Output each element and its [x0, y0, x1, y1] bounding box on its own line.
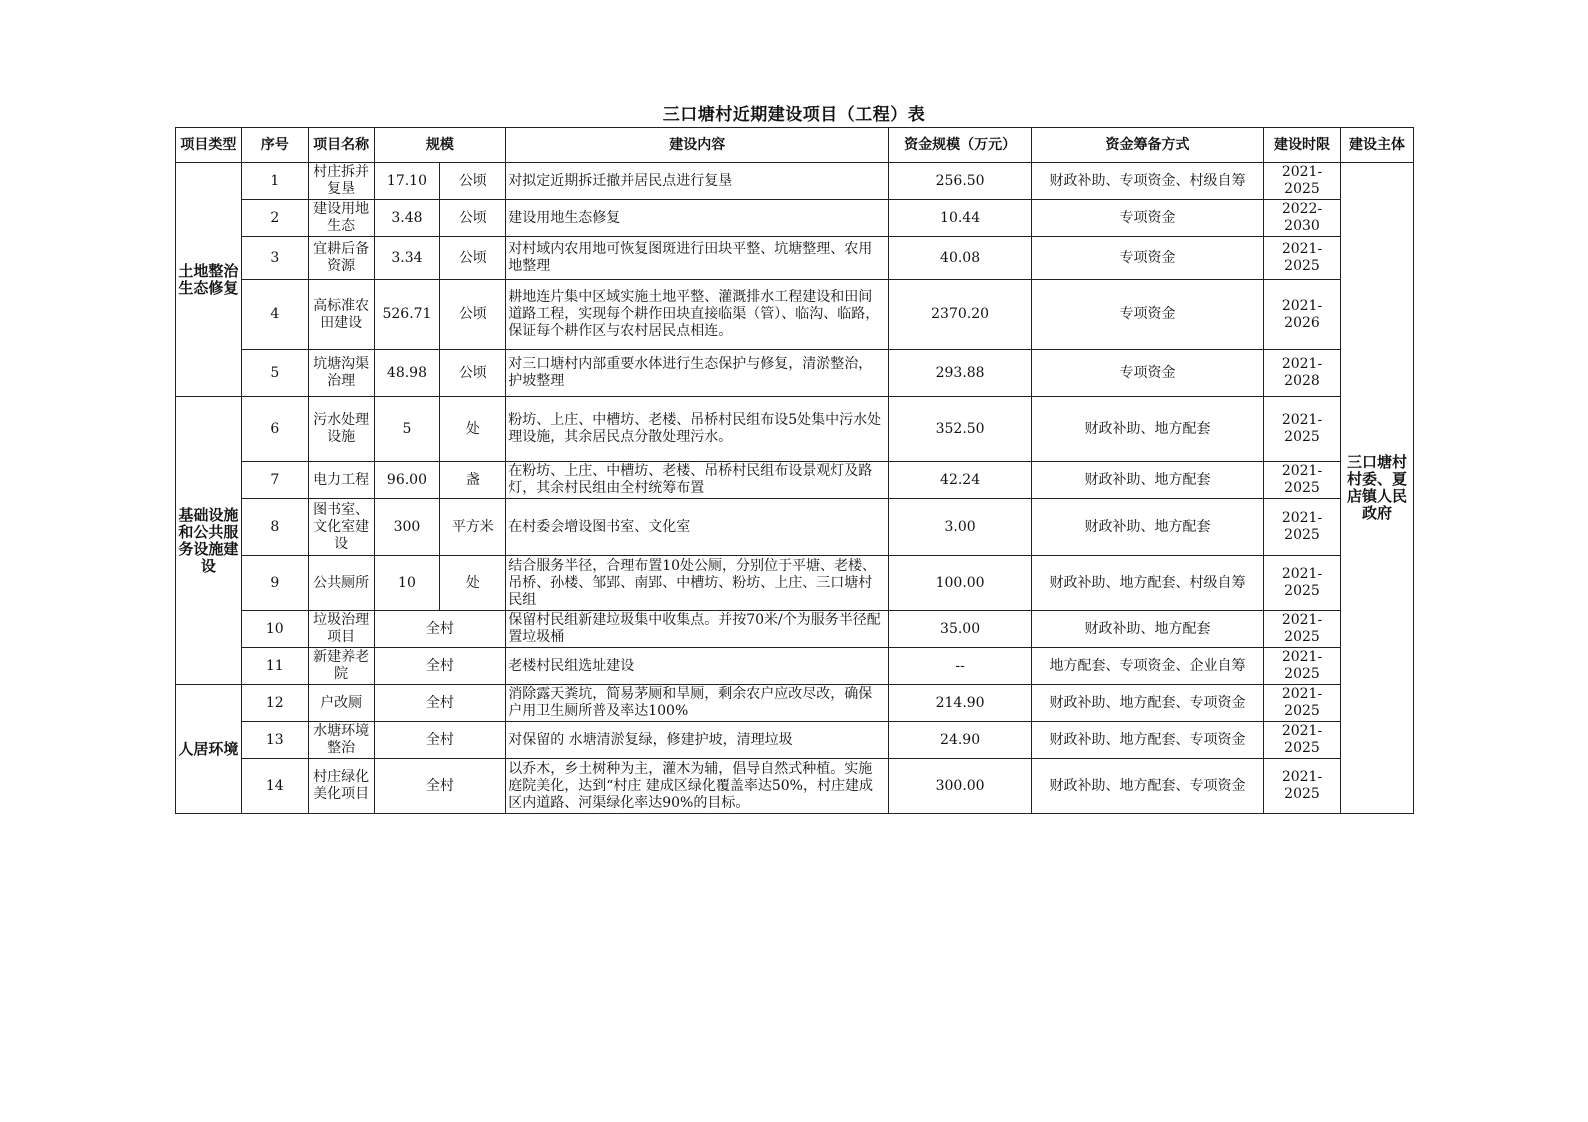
construction-content: 老楼村民组选址建设 — [506, 648, 889, 685]
scale-quantity: 3.48 — [374, 200, 440, 237]
scale-scope: 全村 — [374, 759, 506, 814]
scale-quantity: 5 — [374, 397, 440, 462]
header-period: 建设时限 — [1264, 128, 1341, 163]
row-number: 11 — [241, 648, 308, 685]
project-name: 村庄绿化美化项目 — [308, 759, 374, 814]
fund-amount: 352.50 — [889, 397, 1032, 462]
construction-period: 2021-2025 — [1264, 556, 1341, 611]
table-row — [176, 722, 1414, 759]
row-number: 5 — [241, 350, 308, 397]
construction-period: 2021-2028 — [1264, 350, 1341, 397]
fund-amount: 3.00 — [889, 499, 1032, 556]
scale-unit: 公顷 — [440, 350, 506, 397]
header-row — [176, 128, 1414, 163]
scale-scope: 全村 — [374, 722, 506, 759]
fund-amount: 24.90 — [889, 722, 1032, 759]
construction-content: 以乔木，乡土树种为主，灌木为辅，倡导自然式种植。实施庭院美化，达到“村庄 建成区绿化覆盖率达50%，村庄建成区内道路、河渠绿化率达90%的目标。 — [506, 759, 889, 814]
table-row — [176, 759, 1414, 814]
scale-scope: 全村 — [374, 648, 506, 685]
fund-source: 财政补助、地方配套 — [1032, 611, 1264, 648]
fund-source: 财政补助、地方配套 — [1032, 462, 1264, 499]
fund-amount: 10.44 — [889, 200, 1032, 237]
fund-amount: 293.88 — [889, 350, 1032, 397]
project-name: 污水处理设施 — [308, 397, 374, 462]
owner-cell: 三口塘村村委、夏店镇人民政府 — [1340, 163, 1413, 814]
scale-unit: 平方米 — [440, 499, 506, 556]
table-row — [176, 499, 1414, 556]
project-name: 村庄拆并复垦 — [308, 163, 374, 200]
table-row — [176, 648, 1414, 685]
scale-quantity: 17.10 — [374, 163, 440, 200]
row-number: 2 — [241, 200, 308, 237]
row-number: 7 — [241, 462, 308, 499]
construction-content: 消除露天粪坑，简易茅厕和旱厕，剩余农户应改尽改，确保户用卫生厕所普及率达100% — [506, 685, 889, 722]
table-row — [176, 350, 1414, 397]
scale-quantity: 300 — [374, 499, 440, 556]
row-number: 4 — [241, 280, 308, 350]
fund-source: 财政补助、地方配套 — [1032, 499, 1264, 556]
scale-unit: 公顷 — [440, 200, 506, 237]
fund-amount: 42.24 — [889, 462, 1032, 499]
table-row — [176, 200, 1414, 237]
scale-quantity: 3.34 — [374, 237, 440, 280]
construction-period: 2021-2025 — [1264, 237, 1341, 280]
project-name: 图书室、文化室建设 — [308, 499, 374, 556]
fund-source: 财政补助、地方配套、专项资金 — [1032, 722, 1264, 759]
construction-content: 结合服务半径，合理布置10处公厕，分别位于平塘、老楼、吊桥、孙楼、邹郢、南郢、中槽坊、粉坊、上庄、三口塘村民组 — [506, 556, 889, 611]
table-row — [176, 611, 1414, 648]
construction-content: 保留村民组新建垃圾集中收集点。并按70米/个为服务半径配置垃圾桶 — [506, 611, 889, 648]
scale-quantity: 10 — [374, 556, 440, 611]
construction-content: 在粉坊、上庄、中槽坊、老楼、吊桥村民组布设景观灯及路灯，其余村民组由全村统筹布置 — [506, 462, 889, 499]
construction-period: 2021-2025 — [1264, 163, 1341, 200]
construction-content: 建设用地生态修复 — [506, 200, 889, 237]
project-table — [175, 127, 1414, 814]
header-no: 序号 — [241, 128, 308, 163]
construction-period: 2021-2025 — [1264, 462, 1341, 499]
construction-content: 粉坊、上庄、中槽坊、老楼、吊桥村民组布设5处集中污水处理设施，其余居民点分散处理污水。 — [506, 397, 889, 462]
project-name: 电力工程 — [308, 462, 374, 499]
fund-source: 专项资金 — [1032, 200, 1264, 237]
project-name: 户改厕 — [308, 685, 374, 722]
row-number: 9 — [241, 556, 308, 611]
row-number: 10 — [241, 611, 308, 648]
fund-amount: 2370.20 — [889, 280, 1032, 350]
scale-quantity: 48.98 — [374, 350, 440, 397]
construction-content: 在村委会增设图书室、文化室 — [506, 499, 889, 556]
fund-amount: 300.00 — [889, 759, 1032, 814]
construction-content: 对保留的 水塘清淤复绿，修建护坡，清理垃圾 — [506, 722, 889, 759]
construction-content: 耕地连片集中区域实施土地平整、灌溉排水工程建设和田间道路工程，实现每个耕作田块直接临渠（管）、临沟、临路，保证每个耕作区与农村居民点相连。 — [506, 280, 889, 350]
row-number: 14 — [241, 759, 308, 814]
fund-amount: 40.08 — [889, 237, 1032, 280]
construction-period: 2021-2025 — [1264, 685, 1341, 722]
table-row — [176, 237, 1414, 280]
fund-source: 地方配套、专项资金、企业自筹 — [1032, 648, 1264, 685]
header-source: 资金筹备方式 — [1032, 128, 1264, 163]
construction-period: 2021-2025 — [1264, 759, 1341, 814]
category-cell: 土地整治生态修复 — [176, 163, 242, 397]
construction-period: 2022-2030 — [1264, 200, 1341, 237]
header-name: 项目名称 — [308, 128, 374, 163]
scale-unit: 公顷 — [440, 163, 506, 200]
construction-period: 2021-2025 — [1264, 722, 1341, 759]
fund-amount: -- — [889, 648, 1032, 685]
scale-unit: 处 — [440, 556, 506, 611]
row-number: 1 — [241, 163, 308, 200]
row-number: 8 — [241, 499, 308, 556]
header-scale: 规模 — [374, 128, 506, 163]
construction-period: 2021-2026 — [1264, 280, 1341, 350]
fund-amount: 256.50 — [889, 163, 1032, 200]
scale-unit: 公顷 — [440, 237, 506, 280]
scale-unit: 公顷 — [440, 280, 506, 350]
construction-period: 2021-2025 — [1264, 611, 1341, 648]
table-row — [176, 462, 1414, 499]
fund-amount: 214.90 — [889, 685, 1032, 722]
fund-source: 财政补助、地方配套、专项资金 — [1032, 685, 1264, 722]
fund-amount: 35.00 — [889, 611, 1032, 648]
fund-source: 财政补助、地方配套、村级自筹 — [1032, 556, 1264, 611]
project-name: 坑塘沟渠治理 — [308, 350, 374, 397]
construction-content: 对三口塘村内部重要水体进行生态保护与修复，清淤整治，护坡整理 — [506, 350, 889, 397]
construction-content: 对村域内农用地可恢复图斑进行田块平整、坑塘整理、农用地整理 — [506, 237, 889, 280]
scale-scope: 全村 — [374, 685, 506, 722]
header-owner: 建设主体 — [1340, 128, 1413, 163]
table-row — [176, 163, 1414, 200]
fund-amount: 100.00 — [889, 556, 1032, 611]
table-row — [176, 556, 1414, 611]
row-number: 12 — [241, 685, 308, 722]
scale-unit: 处 — [440, 397, 506, 462]
construction-content: 对拟定近期拆迁撤并居民点进行复垦 — [506, 163, 889, 200]
row-number: 13 — [241, 722, 308, 759]
project-name: 公共厕所 — [308, 556, 374, 611]
fund-source: 财政补助、地方配套 — [1032, 397, 1264, 462]
table-row — [176, 397, 1414, 462]
construction-period: 2021-2025 — [1264, 397, 1341, 462]
project-name: 建设用地生态 — [308, 200, 374, 237]
header-content: 建设内容 — [506, 128, 889, 163]
project-name: 新建养老院 — [308, 648, 374, 685]
fund-source: 财政补助、地方配套、专项资金 — [1032, 759, 1264, 814]
project-name: 水塘环境整治 — [308, 722, 374, 759]
header-type: 项目类型 — [176, 128, 242, 163]
fund-source: 专项资金 — [1032, 280, 1264, 350]
category-cell: 基础设施和公共服务设施建设 — [176, 397, 242, 685]
fund-source: 专项资金 — [1032, 237, 1264, 280]
table-row — [176, 685, 1414, 722]
scale-scope: 全村 — [374, 611, 506, 648]
fund-source: 财政补助、专项资金、村级自筹 — [1032, 163, 1264, 200]
project-name: 宜耕后备资源 — [308, 237, 374, 280]
fund-source: 专项资金 — [1032, 350, 1264, 397]
construction-period: 2021-2025 — [1264, 648, 1341, 685]
construction-period: 2021-2025 — [1264, 499, 1341, 556]
scale-quantity: 96.00 — [374, 462, 440, 499]
header-fund: 资金规模（万元） — [889, 128, 1032, 163]
project-name: 垃圾治理项目 — [308, 611, 374, 648]
project-name: 高标准农田建设 — [308, 280, 374, 350]
scale-quantity: 526.71 — [374, 280, 440, 350]
page-title: 三口塘村近期建设项目（工程）表 — [662, 105, 926, 125]
category-cell: 人居环境 — [176, 685, 242, 814]
row-number: 3 — [241, 237, 308, 280]
row-number: 6 — [241, 397, 308, 462]
table-row — [176, 280, 1414, 350]
scale-unit: 盏 — [440, 462, 506, 499]
